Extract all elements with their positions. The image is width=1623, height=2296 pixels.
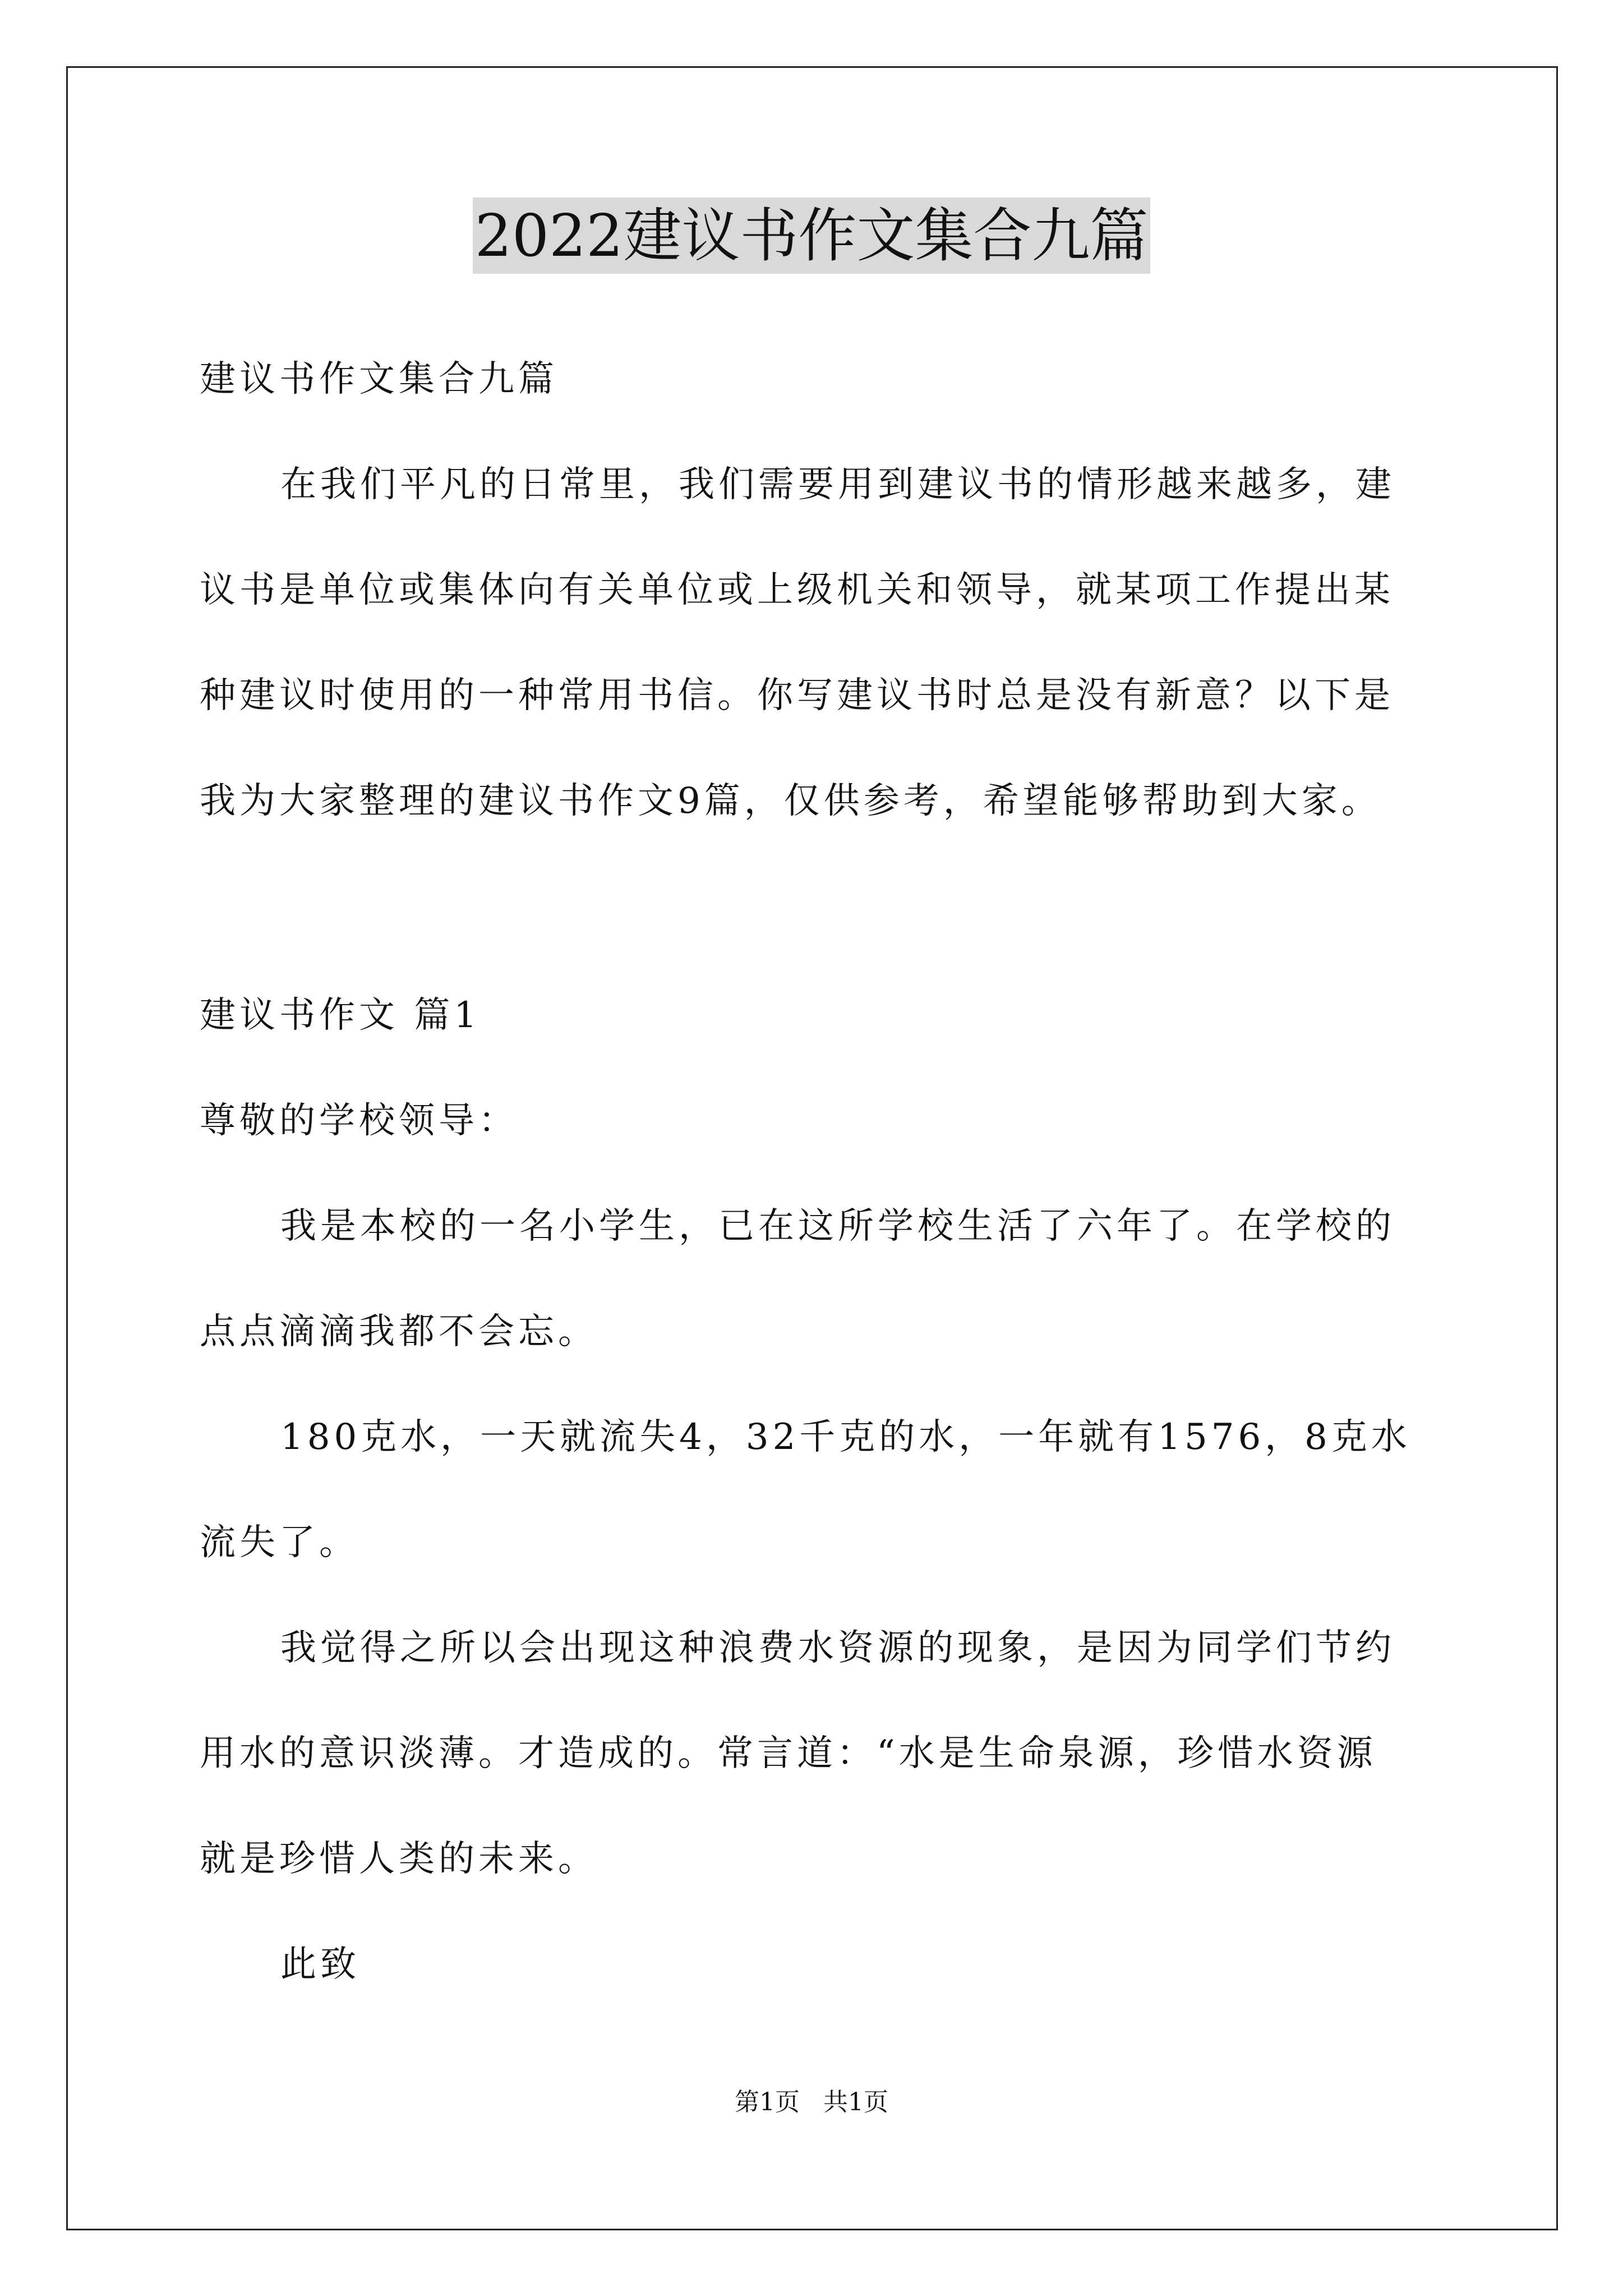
body-line-6: 用水的意识淡薄。才造成的。常言道：“水是生命泉源，珍惜水资源 <box>200 1733 1377 1774</box>
intro-line-3: 种建议时使用的一种常用书信。你写建议书时总是没有新意？以下是 <box>200 675 1394 716</box>
section-heading: 建议书作文 篇1 <box>200 995 481 1036</box>
closing-line: 此致 <box>280 1944 360 1985</box>
title-container <box>0 197 1623 274</box>
body-line-1: 我是本校的一名小学生，已在这所学校生活了六年了。在学校的 <box>280 1205 1395 1247</box>
body-line-7: 就是珍惜人类的未来。 <box>200 1838 598 1880</box>
subtitle: 建议书作文集合九篇 <box>200 358 558 400</box>
intro-line-4: 我为大家整理的建议书作文9篇，仅供参考，希望能够帮助到大家。 <box>200 780 1381 822</box>
body-line-3: 180克水，一天就流失4，32千克的水，一年就有1576，8克水 <box>280 1416 1411 1458</box>
body-line-4: 流失了。 <box>200 1522 359 1563</box>
document-title: 2022建议书作文集合九篇 <box>473 197 1151 274</box>
salutation: 尊敬的学校领导： <box>200 1100 518 1142</box>
intro-line-2: 议书是单位或集体向有关单位或上级机关和领导，就某项工作提出某 <box>200 569 1394 611</box>
body-line-5: 我觉得之所以会出现这种浪费水资源的现象，是因为同学们节约 <box>280 1627 1395 1669</box>
body-line-2: 点点滴滴我都不会忘。 <box>200 1311 598 1352</box>
intro-line-1: 在我们平凡的日常里，我们需要用到建议书的情形越来越多，建 <box>280 464 1395 505</box>
page-number-footer: 第1页 共1页 <box>735 2088 888 2116</box>
